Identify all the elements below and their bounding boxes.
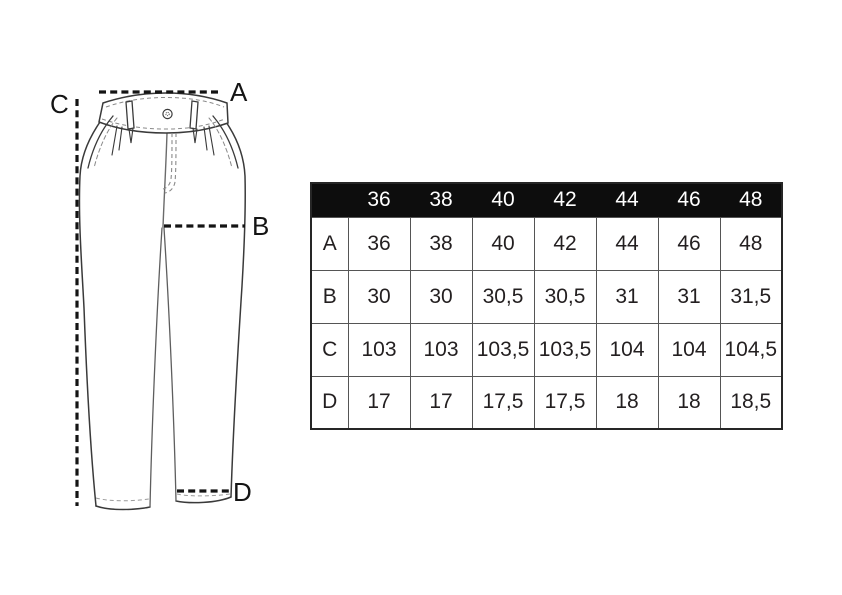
inseam-left	[150, 228, 162, 507]
outer-seam-left	[79, 122, 100, 506]
measure-label-b: B	[252, 211, 270, 241]
pleat-right-2	[204, 127, 207, 150]
measure-value-cell: 104	[596, 323, 658, 376]
measurement-lines	[77, 92, 245, 506]
hem-right	[176, 497, 231, 503]
outer-seam-right	[226, 122, 245, 497]
measure-value-cell: 18,5	[720, 376, 782, 429]
measure-label-a: A	[230, 77, 248, 107]
measure-label-d: D	[233, 477, 252, 507]
size-header-cell: 38	[410, 183, 472, 217]
measure-value-cell: 31	[596, 270, 658, 323]
pleat-left-1	[112, 126, 117, 155]
center-front-seam	[163, 133, 167, 227]
hem-right-stitch	[177, 494, 230, 496]
measure-value-cell: 30,5	[534, 270, 596, 323]
pants-outline	[79, 122, 245, 510]
measure-value-cell: 18	[658, 376, 720, 429]
row-label-cell: C	[311, 323, 348, 376]
measure-value-cell: 103	[410, 323, 472, 376]
hem-stitching	[96, 494, 230, 501]
size-header-cell: 48	[720, 183, 782, 217]
measure-row-c	[311, 323, 782, 376]
size-header-cell: 44	[596, 183, 658, 217]
button	[163, 109, 172, 118]
measure-value-cell: 31,5	[720, 270, 782, 323]
size-header-cell: 42	[534, 183, 596, 217]
belt-loop-left	[126, 101, 134, 129]
measure-value-cell: 17	[348, 376, 410, 429]
measure-value-cell: 44	[596, 217, 658, 270]
table-corner-cell	[311, 183, 348, 217]
measure-value-cell: 42	[534, 217, 596, 270]
measure-value-cell: 30,5	[472, 270, 534, 323]
measure-value-cell: 30	[410, 270, 472, 323]
measure-row-d	[311, 376, 782, 429]
size-table	[310, 182, 783, 430]
measure-value-cell: 17	[410, 376, 472, 429]
measure-value-cell: 46	[658, 217, 720, 270]
fly-stitch-inner	[163, 133, 172, 189]
measure-value-cell: 104,5	[720, 323, 782, 376]
measure-value-cell: 104	[658, 323, 720, 376]
measure-row-a	[311, 217, 782, 270]
row-label-cell: D	[311, 376, 348, 429]
measure-value-cell: 36	[348, 217, 410, 270]
row-label-cell: A	[311, 217, 348, 270]
size-header-cell: 36	[348, 183, 410, 217]
measure-value-cell: 17,5	[472, 376, 534, 429]
hem-left-stitch	[96, 498, 149, 501]
measure-value-cell: 48	[720, 217, 782, 270]
size-header-cell: 46	[658, 183, 720, 217]
measure-label-c: C	[50, 89, 69, 119]
hem-left	[96, 506, 150, 510]
measure-value-cell: 18	[596, 376, 658, 429]
pleat-right-1	[209, 126, 214, 155]
size-header-cell: 40	[472, 183, 534, 217]
row-label-cell: B	[311, 270, 348, 323]
measure-value-cell: 17,5	[534, 376, 596, 429]
measure-row-b	[311, 270, 782, 323]
inseam-right	[164, 228, 176, 501]
measure-value-cell: 103	[348, 323, 410, 376]
measure-value-cell: 103,5	[534, 323, 596, 376]
belt-loop-right	[190, 101, 198, 129]
measure-value-cell: 31	[658, 270, 720, 323]
measure-value-cell: 38	[410, 217, 472, 270]
size-table-header-row	[311, 183, 782, 217]
measure-value-cell: 103,5	[472, 323, 534, 376]
measure-value-cell: 40	[472, 217, 534, 270]
pleat-left-2	[119, 127, 122, 150]
measure-value-cell: 30	[348, 270, 410, 323]
